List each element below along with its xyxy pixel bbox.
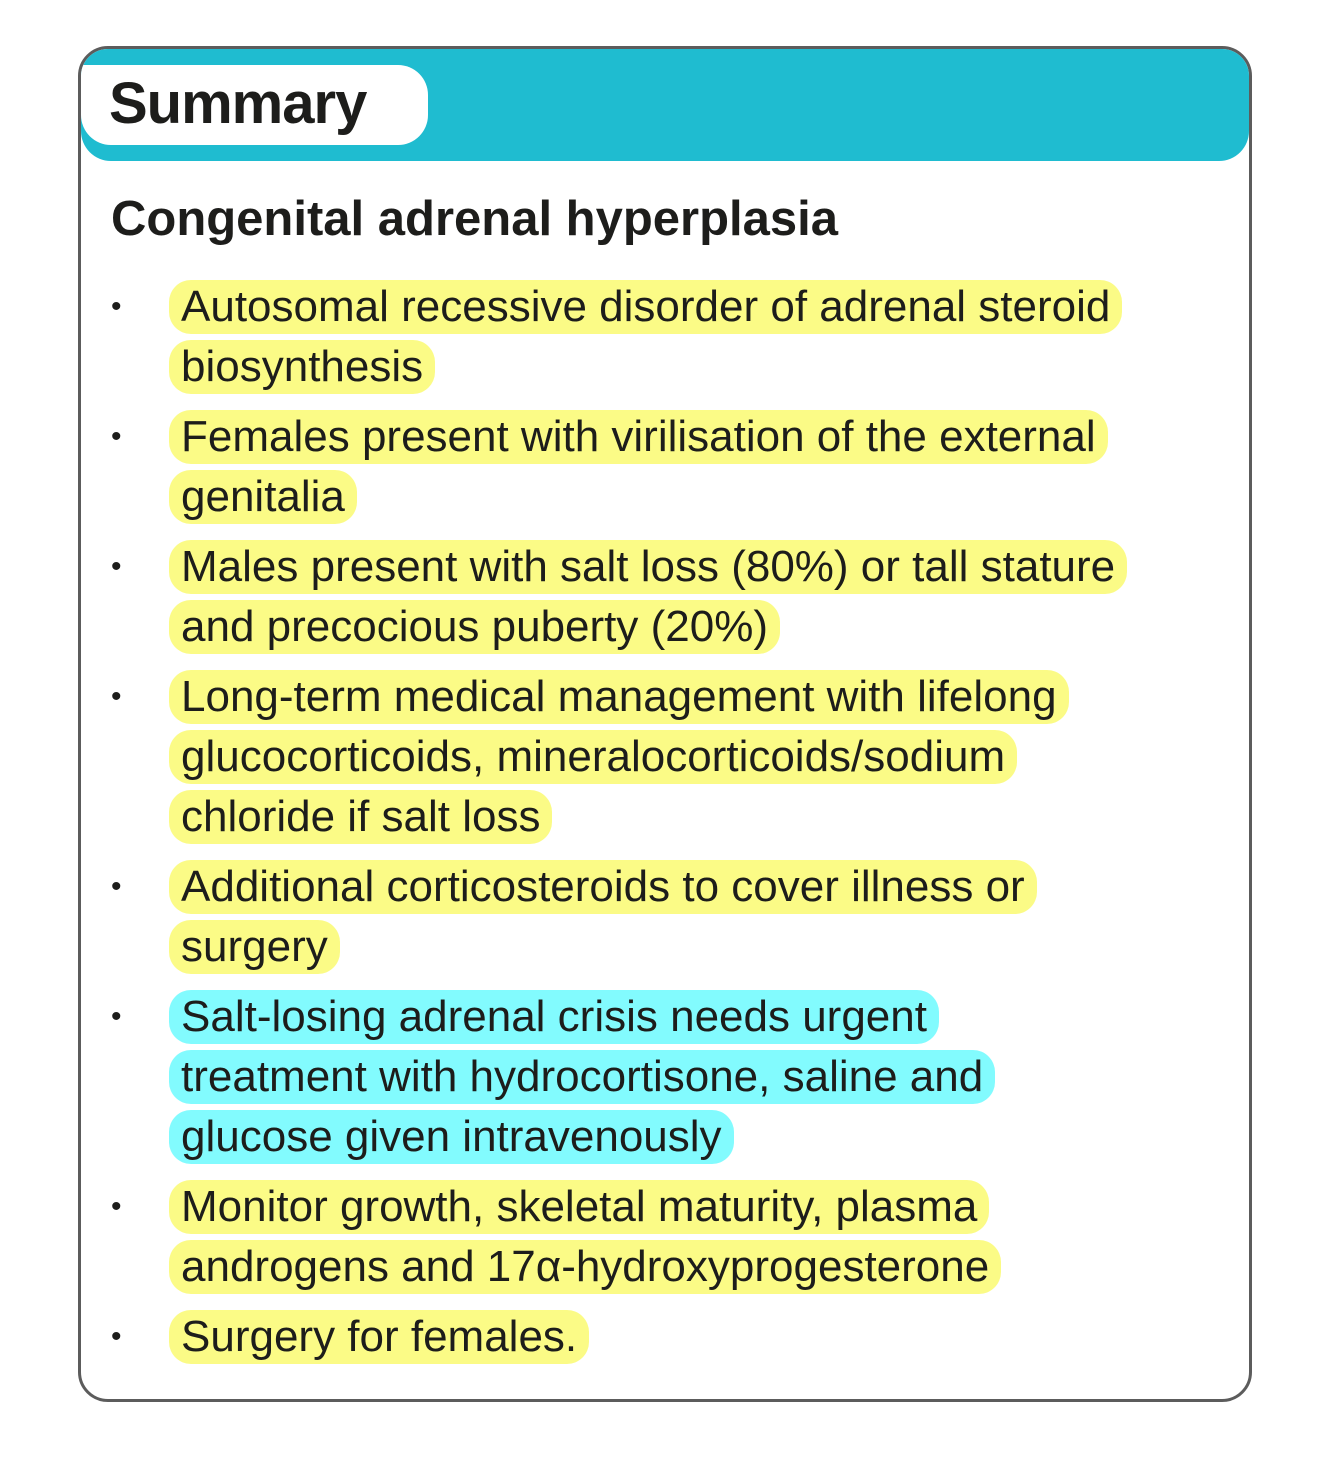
highlighted-text: and precocious puberty (20%) [169, 600, 780, 654]
highlighted-text: surgery [169, 920, 340, 974]
highlighted-text: glucocorticoids, mineralocorticoids/sodium [169, 730, 1017, 784]
highlighted-text: treatment with hydrocortisone, saline and [169, 1050, 995, 1104]
list-item-line [169, 727, 1211, 787]
list-item-line [169, 1237, 1211, 1297]
bullet-icon: • [111, 290, 122, 323]
list-item-line [169, 987, 1211, 1047]
summary-title: Summary [109, 71, 367, 136]
highlighted-text: Surgery for females. [169, 1310, 589, 1364]
list-item [111, 1177, 1211, 1297]
bullet-icon: • [111, 680, 122, 713]
bullet-icon: • [111, 420, 122, 453]
header-band [81, 49, 1249, 161]
list-item [111, 537, 1211, 657]
list-item-line [169, 1177, 1211, 1237]
summary-tab [81, 65, 428, 145]
highlighted-text: Long-term medical management with lifelong [169, 670, 1069, 724]
list-item-line [169, 407, 1211, 467]
list-item-line [169, 337, 1211, 397]
list-item [111, 277, 1211, 397]
highlighted-text: Additional corticosteroids to cover illness or [169, 860, 1037, 914]
highlighted-text: androgens and 17α-hydroxyprogesterone [169, 1240, 1001, 1294]
highlighted-text: Salt-losing adrenal crisis needs urgent [169, 990, 939, 1044]
highlighted-text: genitalia [169, 470, 357, 524]
highlighted-text: glucose given intravenously [169, 1110, 734, 1164]
list-item-line [169, 857, 1211, 917]
list-item-line [169, 787, 1211, 847]
highlighted-text: biosynthesis [169, 340, 435, 394]
bullet-icon: • [111, 870, 122, 903]
summary-box [78, 46, 1252, 1402]
list-item-line [169, 467, 1211, 527]
list-item-line [169, 917, 1211, 977]
list-item [111, 667, 1211, 847]
bullet-icon: • [111, 1320, 122, 1353]
list-item-line [169, 597, 1211, 657]
list-item-line [169, 537, 1211, 597]
highlighted-text: Monitor growth, skeletal maturity, plasma [169, 1180, 989, 1234]
list-item [111, 1307, 1211, 1367]
highlighted-text: Autosomal recessive disorder of adrenal steroid [169, 280, 1122, 334]
list-item [111, 857, 1211, 977]
highlighted-text: Females present with virilisation of the external [169, 410, 1108, 464]
list-item [111, 407, 1211, 527]
summary-list [111, 277, 1211, 1377]
list-item-line [169, 1047, 1211, 1107]
list-item-line [169, 667, 1211, 727]
list-item [111, 987, 1211, 1167]
section-heading: Congenital adrenal hyperplasia [111, 192, 839, 246]
list-item-line [169, 277, 1211, 337]
bullet-icon: • [111, 550, 122, 583]
highlighted-text: chloride if salt loss [169, 790, 552, 844]
list-item-line [169, 1307, 1211, 1367]
bullet-icon: • [111, 1190, 122, 1223]
bullet-icon: • [111, 1000, 122, 1033]
list-item-line [169, 1107, 1211, 1167]
highlighted-text: Males present with salt loss (80%) or tall stature [169, 540, 1127, 594]
